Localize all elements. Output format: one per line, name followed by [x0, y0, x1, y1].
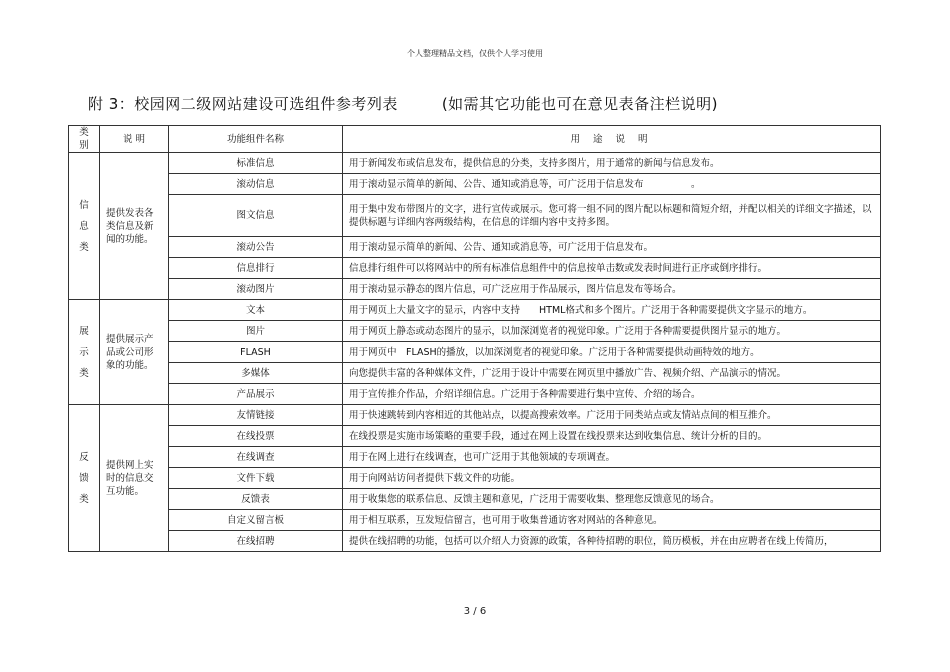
component-name: 图文信息	[169, 195, 343, 237]
component-name: 滚动公告	[169, 237, 343, 258]
page-header: 个人整理精品文档，仅供个人学习使用	[407, 49, 543, 58]
description-line: 类信息及新	[106, 220, 154, 232]
table-row	[69, 300, 881, 321]
description-line: 提供展示产	[106, 333, 154, 345]
component-name: 滚动图片	[169, 279, 343, 300]
title-note: (如需其它功能也可在意见表备注栏说明)	[441, 95, 719, 113]
category-cell	[69, 300, 100, 405]
component-usage: 信息排行组件可以将网站中的所有标准信息组件中的信息按单击数或发表时间进行正序或倒序排行。	[343, 258, 881, 279]
description-line: 互功能。	[106, 485, 145, 497]
table-row	[69, 279, 881, 300]
document-title	[88, 93, 718, 114]
table-row	[69, 510, 881, 531]
component-usage: 用于向网站访问者提供下载文件的功能。	[343, 468, 881, 489]
component-name: 文件下载	[169, 468, 343, 489]
component-usage: 用于快速跳转到内容相近的其他站点，以提高搜索效率。广泛用于同类站点或友情站点间的相互推介。	[343, 405, 881, 426]
component-name: 标准信息	[169, 153, 343, 174]
category-char: 息	[79, 220, 89, 232]
component-name: 在线招聘	[169, 531, 343, 552]
component-name: 信息排行	[169, 258, 343, 279]
table-row	[69, 426, 881, 447]
header-usage: 用 途 说 明	[343, 126, 881, 153]
table-row	[69, 489, 881, 510]
component-usage: 向您提供丰富的各种媒体文件，广泛用于设计中需要在网页里中播放广告、视频介绍、产品演示的情况。	[343, 363, 881, 384]
component-usage: 用于网页上大量文字的显示，内容中支持 HTML格式和多个图片。广泛用于各种需要提供文字显示的地方。	[343, 300, 881, 321]
table-row	[69, 468, 881, 489]
component-usage: 用于收集您的联系信息、反馈主题和意见，广泛用于需要收集、整理您反馈意见的场合。	[343, 489, 881, 510]
table-row	[69, 153, 881, 174]
category-description	[100, 153, 169, 300]
header-description: 说 明	[100, 126, 169, 153]
header-category: 类 别	[69, 126, 100, 153]
table-row	[69, 342, 881, 363]
description-line: 提供发表各	[106, 207, 154, 219]
table-row	[69, 258, 881, 279]
component-usage: 用于宣传推介作品，介绍详细信息。广泛用于各种需要进行集中宣传、介绍的场合。	[343, 384, 881, 405]
component-table	[68, 125, 881, 552]
category-cell	[69, 153, 100, 300]
component-name: 友情链接	[169, 405, 343, 426]
table-row	[69, 405, 881, 426]
component-name: 在线投票	[169, 426, 343, 447]
component-name: 文本	[169, 300, 343, 321]
table-row	[69, 195, 881, 237]
description-line: 品或公司形	[106, 346, 154, 358]
category-char: 类	[79, 367, 89, 379]
header-component-name: 功能组件名称	[169, 126, 343, 153]
table-row	[69, 447, 881, 468]
component-name: 自定义留言板	[169, 510, 343, 531]
component-usage: 用于滚动显示静态的图片信息，可广泛应用于作品展示，图片信息发布等场合。	[343, 279, 881, 300]
category-char: 信	[79, 199, 89, 211]
component-usage: 用于在网上进行在线调查，也可广泛用于其他领域的专项调查。	[343, 447, 881, 468]
table-row	[69, 384, 881, 405]
category-char: 馈	[79, 472, 89, 484]
description-line: 闻的功能。	[106, 233, 154, 245]
component-usage: 提供在线招聘的功能，包括可以介绍人力资源的政策，各种待招聘的职位，简历模板，并在由应聘者在线上传简历，	[343, 531, 881, 552]
component-usage: 用于集中发布带图片的文字，进行宣传或展示。您可将一组不同的图片配以标题和简短介绍，并配以相关的详细文字描述，以提供标题与详细内容两级结构，在信息的详细内容中支持多图。	[343, 195, 881, 237]
category-cell	[69, 405, 100, 552]
category-char: 反	[79, 451, 89, 463]
component-name: 在线调查	[169, 447, 343, 468]
category-char: 类	[79, 241, 89, 253]
component-usage: 用于网页上静态或动态图片的显示，以加深浏览者的视觉印象。广泛用于各种需要提供图片显示的地方。	[343, 321, 881, 342]
table-row	[69, 531, 881, 552]
component-usage: 用于新闻发布或信息发布，提供信息的分类，支持多图片，用于通常的新闻与信息发布。	[343, 153, 881, 174]
category-char: 示	[79, 346, 89, 358]
table-row	[69, 237, 881, 258]
table-row	[69, 321, 881, 342]
category-description	[100, 405, 169, 552]
title-main: 附 3：校园网二级网站建设可选组件参考列表	[88, 95, 398, 113]
component-name: 产品展示	[169, 384, 343, 405]
description-line: 提供网上实	[106, 459, 154, 471]
component-usage: 用于网页中 FLASH的播放，以加深浏览者的视觉印象。广泛用于各种需要提供动画特效的地方。	[343, 342, 881, 363]
category-description	[100, 300, 169, 405]
component-name: 滚动信息	[169, 174, 343, 195]
description-line: 象的功能。	[106, 359, 154, 371]
component-usage: 用于滚动显示简单的新闻、公告、通知或消息等，可广泛用于信息发布 。	[343, 174, 881, 195]
component-usage: 用于滚动显示简单的新闻、公告、通知或消息等，可广泛用于信息发布。	[343, 237, 881, 258]
category-char: 类	[79, 493, 89, 505]
description-line: 时的信息交	[106, 472, 154, 484]
component-usage: 用于相互联系，互发短信留言，也可用于收集普通访客对网站的各种意见。	[343, 510, 881, 531]
component-name: 图片	[169, 321, 343, 342]
component-usage: 在线投票是实施市场策略的重要手段，通过在网上设置在线投票来达到收集信息、统计分析的目的。	[343, 426, 881, 447]
table-row	[69, 363, 881, 384]
component-name: 多媒体	[169, 363, 343, 384]
table-header-row	[69, 126, 881, 153]
category-char: 展	[79, 325, 89, 337]
page-number: 3 / 6	[463, 606, 487, 617]
component-name: 反馈表	[169, 489, 343, 510]
component-name: FLASH	[169, 342, 343, 363]
table-row	[69, 174, 881, 195]
